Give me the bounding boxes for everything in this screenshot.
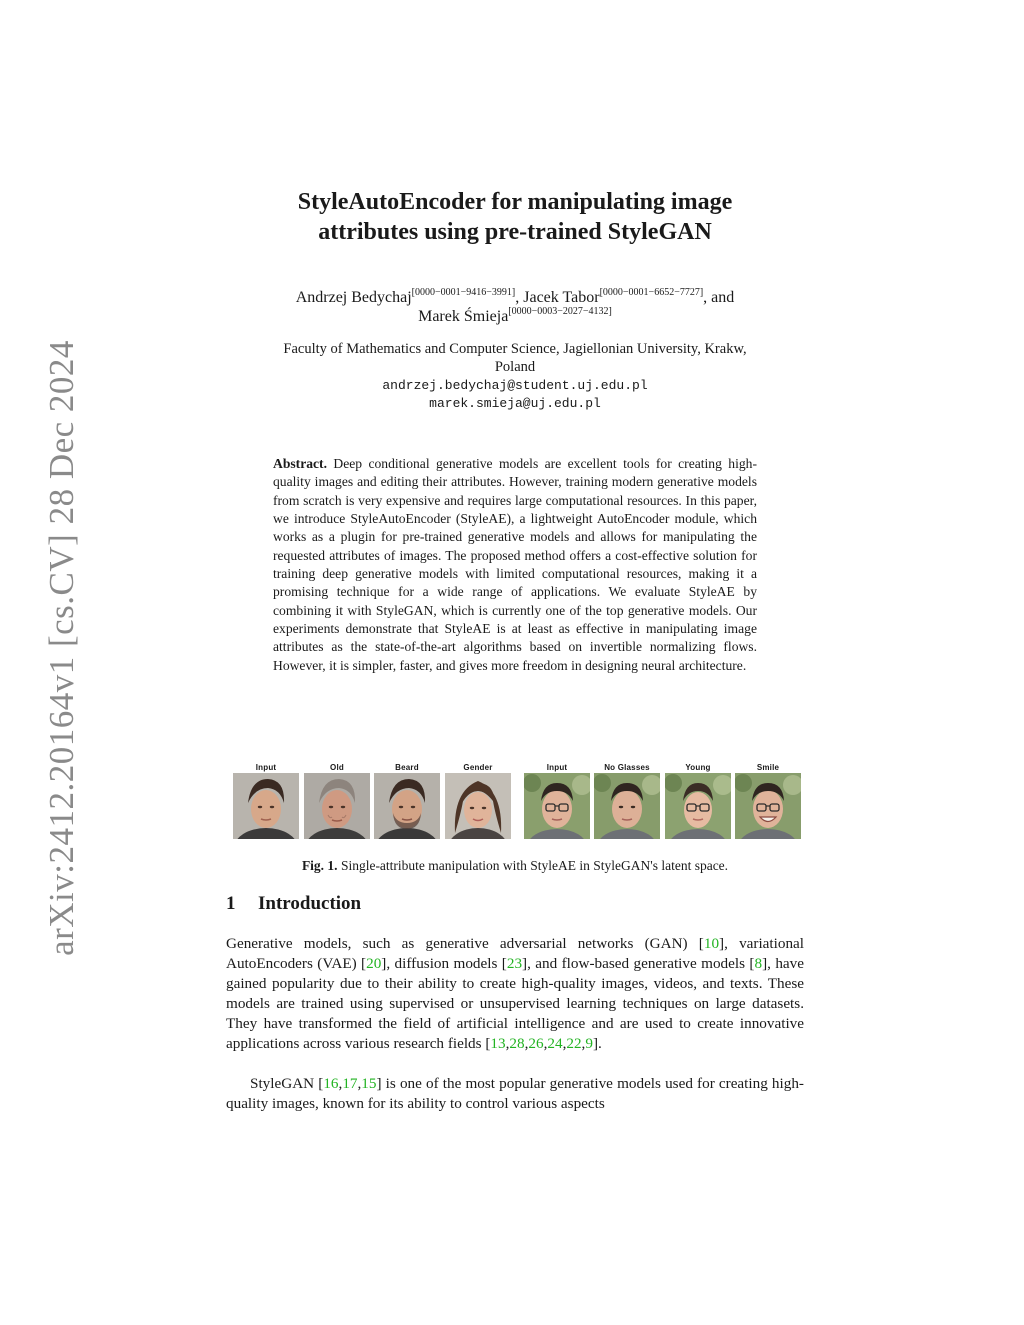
face-image [524, 773, 590, 839]
face-image [445, 773, 511, 839]
section-heading [226, 893, 361, 915]
paragraph-text: ], diffusion models [ [381, 955, 507, 972]
face-image [374, 773, 440, 839]
figure-column [665, 763, 731, 839]
figure-column [374, 763, 440, 839]
figure-label: Young [685, 763, 711, 772]
citation-link[interactable]: 16 [323, 1075, 339, 1092]
figure-column [304, 763, 370, 839]
paper-title-line1: StyleAutoEncoder for manipulating image [297, 189, 733, 215]
face-image [233, 773, 299, 839]
figure-caption [200, 858, 830, 874]
citation-link[interactable]: 20 [366, 955, 382, 972]
citation-link[interactable]: 10 [703, 935, 720, 952]
section-number: 1 [226, 893, 236, 914]
figure-column [735, 763, 801, 839]
abstract-label: Abstract. [273, 456, 327, 471]
citation-link[interactable]: 24 [547, 1035, 563, 1052]
author-name: , Jacek Tabor [515, 289, 600, 306]
citation-link[interactable]: 23 [506, 955, 523, 972]
figure-caption-label: Fig. 1. [301, 858, 338, 873]
paragraph: StyleGAN [16,17,15] is one of the most popular generative models used for creating high-quality images, known for its ability to control various aspects [226, 1075, 804, 1112]
citation-link[interactable]: 28 [509, 1035, 525, 1052]
abstract-text: Deep conditional generative models are excellent tools for creating high-quality images and editing their attributes. However, training modern generative models from scratch is very expensive and requires large computational resources. In this paper, we introduce StyleAutoEncoder (StyleAE), a lightweight AutoEncoder module, which works as a plugin for pre-trained generative models and allows for manipulating the requested attributes of images. The proposed method offers a cost-effective solution for training deep generative models with limited computational resources, making it a promising technique for a wide range of applications. We evaluate StyleAE by combining it with StyleGAN, which is currently one of the top generative models. Our experiments demonstrate that StyleAE is at least as effective in manipulating image attributes as the state-of-the-art algorithms based on invertible normalizing flows. However, it is simpler, faster, and gives more freedom in designing neural architecture. [273, 456, 757, 673]
arxiv-stamp: arXiv:2412.20164v1 [cs.CV] 28 Dec 2024 [42, 340, 81, 956]
author-orcid: [0000−0001−9416−3991] [411, 287, 516, 298]
authors-line2 [200, 302, 830, 327]
figure-column [524, 763, 590, 839]
author-name: Andrzej Bedychaj [295, 289, 412, 306]
paragraph: Generative models, such as generative adversarial networks (GAN) [10], variational AutoEncoders (VAE) [20], diffusion models [23], and flow-based generative models [8], have gained popularity due to their ability to create high-quality images, videos, and texts. These models are trained using supervised or unsupervised learning techniques on large datasets. They have transformed the field of artificial intelligence and are used to create innovative applications across various research fields [13,28,26,24,22,9]. [226, 935, 805, 1052]
figure-column [594, 763, 660, 839]
author-separator: , and [703, 289, 735, 306]
face-image [665, 773, 731, 839]
citation-link[interactable]: 17 [342, 1075, 358, 1092]
affiliation-line2: Poland [494, 359, 536, 375]
citation-link[interactable]: 13 [490, 1035, 506, 1052]
figure-label: Input [546, 763, 568, 772]
figure-column [233, 763, 299, 839]
figure-label: No Glasses [604, 763, 650, 772]
figure-label: Beard [395, 763, 419, 772]
citation-link[interactable]: 9 [585, 1035, 593, 1052]
affiliation-line1: Faculty of Mathematics and Computer Science, Jagiellonian University, Krakw, [283, 341, 747, 357]
citation-link[interactable]: 22 [566, 1035, 582, 1052]
paragraph-text: Generative models, such as generative adversarial networks (GAN) [ [226, 935, 704, 952]
paragraph-text: ]. [592, 1035, 602, 1052]
citation-link[interactable]: 8 [754, 955, 763, 972]
figure-caption-text: Single-attribute manipulation with StyleAE in StyleGAN's latent space. [340, 858, 729, 873]
paragraph-text: ], and flow-based generative models [ [522, 955, 755, 972]
paragraph-text: StyleGAN [ [250, 1075, 324, 1092]
paper-title-line2: attributes using pre-trained StyleGAN [318, 219, 712, 245]
face-image [304, 773, 370, 839]
figure-label: Input [255, 763, 277, 772]
paragraph-text: ] is one of the most popular generative models used for creating high-quality images, known for its ability to control various aspects [226, 1075, 804, 1112]
email-link[interactable]: andrzej.bedychaj@student.uj.edu.pl [382, 378, 648, 393]
citation-link[interactable]: 26 [528, 1035, 544, 1052]
figure-label: Gender [463, 763, 493, 772]
section-title: Introduction [258, 893, 362, 914]
paragraph-text: ], variational AutoEncoders (VAE) [ [226, 935, 805, 972]
face-image [594, 773, 660, 839]
author-name: Marek Śmieja [418, 308, 509, 325]
face-image [735, 773, 801, 839]
author-orcid: [0000−0001−6652−7727] [599, 287, 704, 298]
paragraph-text: ], have gained popularity due to their ability to create high-quality images, videos, and texts. These models are trained using supervised or unsupervised learning techniques on large datasets. They have transformed the field of artificial intelligence and are used to create innovative applications across various research fields [ [226, 955, 804, 1052]
citation-link[interactable]: 15 [361, 1075, 377, 1092]
email-link[interactable]: marek.smieja@uj.edu.pl [429, 396, 601, 411]
figure-column [445, 763, 511, 839]
author-orcid: [0000−0003−2027−4132] [508, 306, 612, 317]
figure-label: Smile [756, 763, 780, 772]
figure-label: Old [330, 763, 344, 772]
abstract [273, 455, 757, 675]
